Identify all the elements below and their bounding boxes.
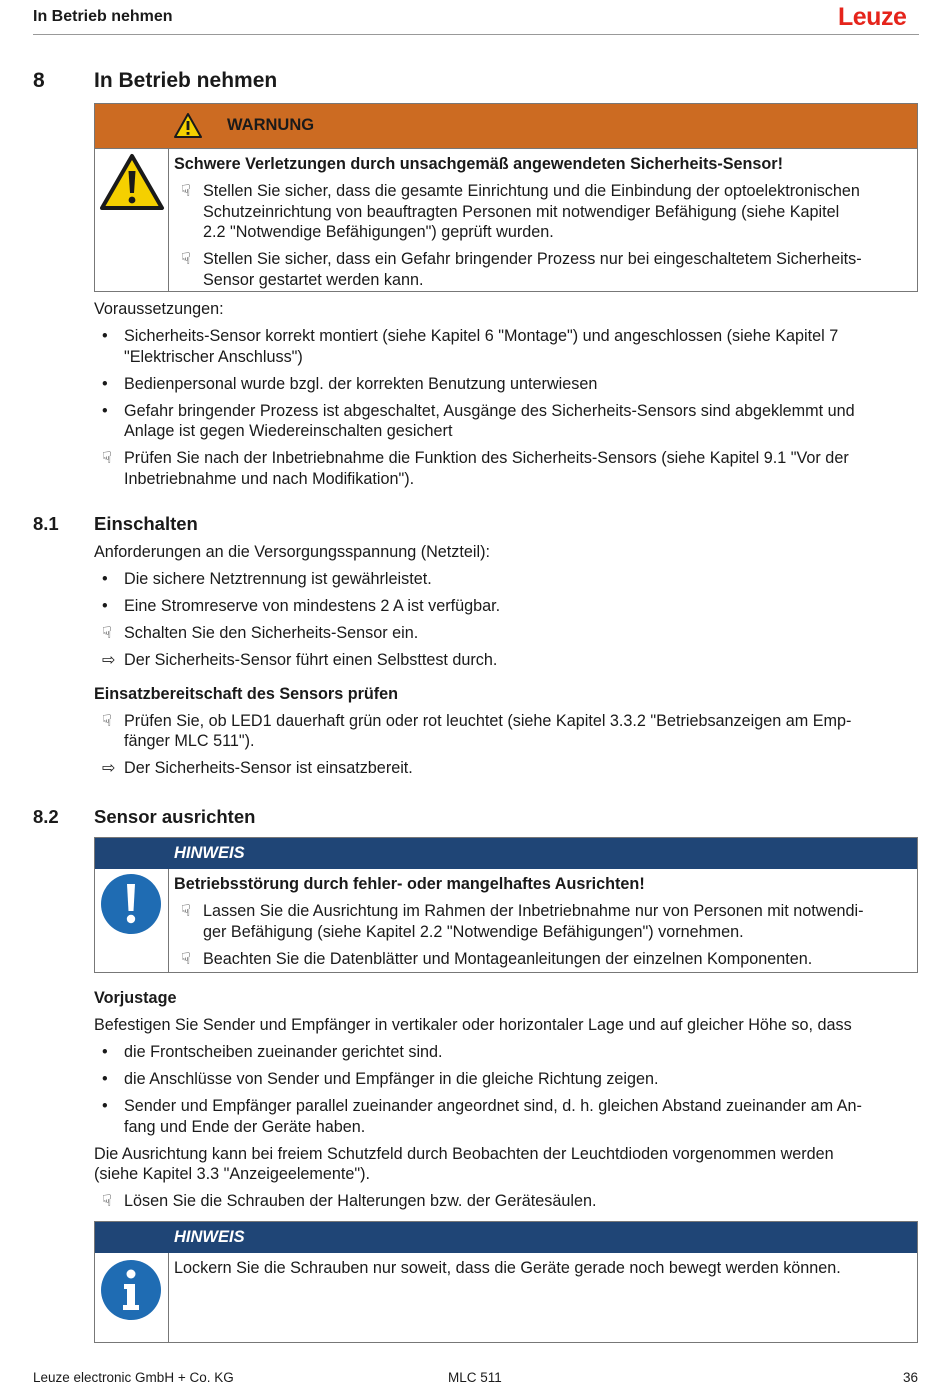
action-line: fänger MLC 511").: [124, 732, 255, 750]
list-item-line: fang und Ende der Geräte haben.: [124, 1117, 366, 1136]
header-section-title: In Betrieb nehmen: [33, 8, 173, 25]
action-item: [94, 623, 918, 644]
section-title: Einschalten: [94, 513, 198, 534]
list-item: [94, 1069, 918, 1090]
bullet: •: [102, 327, 108, 345]
bullet: •: [102, 1070, 108, 1088]
warning-item-line: Stellen Sie sicher, dass ein Gefahr bringender Prozess nur bei eingeschaltetem Sicherheits-: [203, 250, 862, 268]
action-line: Prüfen Sie nach der Inbetriebnahme die Funktion des Sicherheits-Sensors (siehe Kapitel 9.1 "Vor der: [124, 449, 849, 467]
info-header: [95, 1222, 917, 1253]
bullet: •: [102, 401, 108, 420]
list-item: [94, 326, 918, 367]
notice-box: [94, 837, 918, 973]
bullet: •: [102, 1097, 108, 1115]
warning-label: WARNUNG: [227, 116, 315, 134]
list-item-line: Die sichere Netztrennung ist gewährleistet.: [124, 570, 432, 588]
hand-pointing-icon: ☟: [102, 1192, 112, 1210]
notice-heading: Betriebsstörung durch fehler- oder mangelhaftes Ausrichten!: [174, 875, 645, 893]
warning-item-line: Stellen Sie sicher, dass die gesamte Einrichtung und die Einbindung der optoelektronischen: [203, 182, 860, 200]
section-number: 8.1: [33, 513, 59, 534]
prereq-intro: Voraussetzungen:: [94, 300, 224, 318]
result-arrow-icon: ⇨: [102, 759, 116, 777]
info-label: HINWEIS: [174, 1228, 245, 1246]
list-item-line: Gefahr bringender Prozess ist abgeschaltet, Ausgänge des Sicherheits-Sensors sind abgeklemmt und: [124, 401, 855, 420]
list-item-line: die Frontscheiben zueinander gerichtet sind.: [124, 1043, 443, 1061]
exclamation-circle-icon: [100, 873, 162, 935]
action-item: [94, 448, 918, 489]
sub-heading: Einsatzbereitschaft des Sensors prüfen: [94, 684, 399, 703]
action-item: [94, 711, 918, 752]
action-line: Schalten Sie den Sicherheits-Sensor ein.: [124, 624, 419, 642]
list-item-line: "Elektrischer Anschluss"): [124, 347, 303, 366]
warning-item-line: Sensor gestartet werden kann.: [203, 270, 424, 289]
warning-item: [174, 181, 909, 243]
footer-company: Leuze electronic GmbH + Co. KG: [33, 1370, 234, 1385]
section-number: 8.2: [33, 806, 59, 827]
action-line: Prüfen Sie, ob LED1 dauerhaft grün oder rot leuchtet (siehe Kapitel 3.3.2 "Betriebsanzeigen am Emp-: [124, 711, 852, 730]
hand-pointing-icon: ☟: [102, 449, 112, 467]
s82-intro: Befestigen Sie Sender und Empfänger in vertikaler oder horizontaler Lage und auf gleicher Höhe so, dass: [94, 1016, 852, 1034]
notice-item: [174, 901, 909, 942]
sub-heading: Vorjustage: [94, 989, 177, 1007]
section-8-2-body: [94, 988, 918, 1212]
result-arrow-icon: ⇨: [102, 651, 116, 669]
warning-triangle-icon: [99, 153, 165, 211]
action-line: Inbetriebnahme und nach Modifikation").: [124, 469, 415, 488]
hand-pointing-icon: ☟: [181, 949, 191, 968]
chapter-number: 8: [33, 69, 45, 92]
warning-item-line: 2.2 "Notwendige Befähigungen") geprüft wurden.: [203, 223, 554, 241]
list-item-line: Sender und Empfänger parallel zueinander angeordnet sind, d. h. gleichen Abstand zueinander am An-: [124, 1097, 862, 1115]
info-text: Lockern Sie die Schrauben nur soweit, dass die Geräte gerade noch bewegt werden können.: [174, 1259, 841, 1277]
list-item: [94, 374, 918, 395]
notice-header: [95, 838, 917, 869]
s81-intro: Anforderungen an die Versorgungsspannung (Netzteil):: [94, 543, 490, 561]
footer-page-number: 36: [902, 1370, 918, 1385]
notice-body: [95, 869, 917, 972]
warning-box: [94, 103, 918, 292]
section-8-1-body: [94, 542, 918, 779]
list-item: [94, 1096, 918, 1137]
info-separator: [168, 1253, 169, 1342]
warning-heading: Schwere Verletzungen durch unsachgemäß angewendeten Sicherheits-Sensor!: [174, 155, 783, 173]
list-item: [94, 1042, 918, 1063]
action-item: [94, 1191, 918, 1212]
info-box: [94, 1221, 918, 1343]
action-line: Lösen Sie die Schrauben der Halterungen bzw. der Gerätesäulen.: [124, 1192, 597, 1210]
para-line: Die Ausrichtung kann bei freiem Schutzfeld durch Beobachten der Leuchtdioden vorgenommen werden: [94, 1144, 834, 1163]
list-item-line: Anlage ist gegen Wiedereinschalten gesichert: [124, 422, 453, 440]
footer-product: MLC 511: [448, 1370, 502, 1385]
header-rule: [33, 34, 919, 35]
warning-separator: [168, 149, 169, 292]
notice-item: [174, 949, 909, 970]
warning-header: [95, 104, 917, 149]
warning-body: [95, 149, 917, 292]
list-item-line: Eine Stromreserve von mindestens 2 A ist verfügbar.: [124, 597, 501, 615]
para-line: (siehe Kapitel 3.3 "Anzeigeelemente").: [94, 1165, 371, 1183]
bullet: •: [102, 597, 108, 615]
hand-pointing-icon: ☟: [181, 902, 191, 920]
bullet: •: [102, 570, 108, 588]
notice-item-line: Lassen Sie die Ausrichtung im Rahmen der Inbetriebnahme nur von Personen mit notwendi-: [203, 902, 864, 920]
chapter-title: In Betrieb nehmen: [94, 69, 278, 92]
list-item: [94, 569, 918, 590]
leuze-logo: Leuze: [838, 3, 907, 31]
hand-pointing-icon: ☟: [181, 182, 191, 200]
prerequisites: [94, 299, 918, 489]
s82-para: [94, 1144, 918, 1185]
warning-item: [174, 249, 909, 290]
list-item-line: Bedienpersonal wurde bzgl. der korrekten Benutzung unterwiesen: [124, 374, 598, 393]
notice-label: HINWEIS: [174, 844, 245, 862]
list-item-line: Sicherheits-Sensor korrekt montiert (siehe Kapitel 6 "Montage") und angeschlossen (siehe Kapitel 7: [124, 327, 839, 345]
warning-small-icon: [173, 112, 203, 139]
notice-item-line: ger Befähigung (siehe Kapitel 2.2 "Notwendige Befähigungen") vornehmen.: [203, 922, 744, 941]
result-line: Der Sicherheits-Sensor führt einen Selbsttest durch.: [124, 651, 498, 669]
result-item: [94, 650, 918, 671]
hand-pointing-icon: ☟: [102, 624, 112, 642]
info-body: [95, 1253, 917, 1342]
warning-item-line: Schutzeinrichtung von beauftragten Personen mit notwendiger Befähigung (siehe Kapitel: [203, 202, 840, 221]
hand-pointing-icon: ☟: [102, 711, 112, 730]
bullet: •: [102, 1043, 108, 1061]
bullet: •: [102, 374, 108, 393]
info-circle-icon: [100, 1259, 162, 1321]
hand-pointing-icon: ☟: [181, 250, 191, 268]
result-item: [94, 758, 918, 779]
list-item-line: die Anschlüsse von Sender und Empfänger in die gleiche Richtung zeigen.: [124, 1070, 659, 1088]
notice-separator: [168, 869, 169, 972]
section-title: Sensor ausrichten: [94, 806, 256, 827]
list-item: [94, 401, 918, 442]
list-item: [94, 596, 918, 617]
result-line: Der Sicherheits-Sensor ist einsatzbereit.: [124, 759, 413, 777]
notice-item-line: Beachten Sie die Datenblätter und Montageanleitungen der einzelnen Komponenten.: [203, 949, 813, 968]
